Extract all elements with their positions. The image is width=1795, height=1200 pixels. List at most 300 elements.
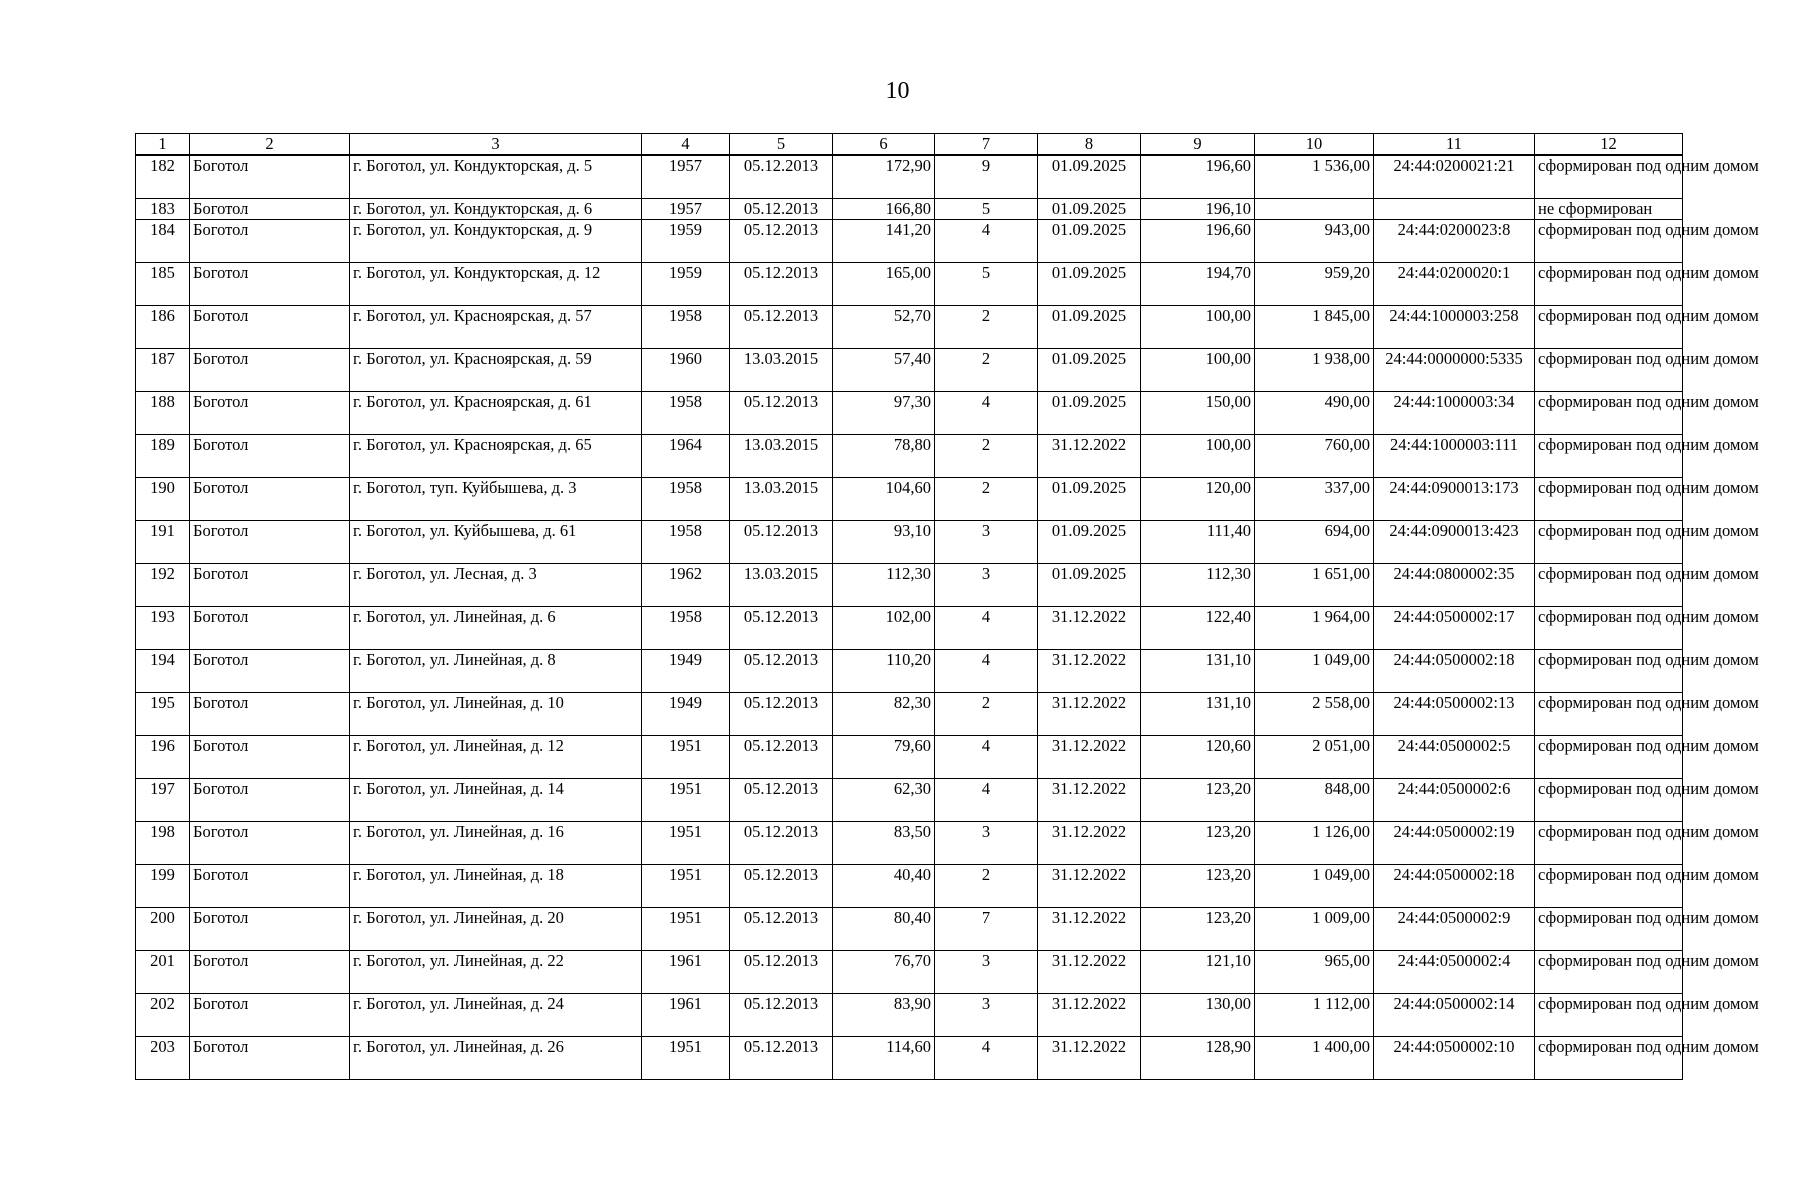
area-cell: 83,50	[833, 822, 935, 865]
land-status-cell: сформирован под одним домом	[1535, 392, 1683, 435]
year-built-cell: 1958	[642, 478, 730, 521]
land-area-cell: 1 938,00	[1255, 349, 1374, 392]
tariff-cell: 100,00	[1141, 349, 1255, 392]
cadastral-number-cell: 24:44:0800002:35	[1374, 564, 1535, 607]
land-area-cell	[1255, 199, 1374, 220]
year-built-cell: 1949	[642, 693, 730, 736]
inclusion-date-cell: 05.12.2013	[730, 994, 833, 1037]
inclusion-date-cell: 05.12.2013	[730, 155, 833, 199]
row-number: 192	[136, 564, 190, 607]
cadastral-number-cell: 24:44:0500002:6	[1374, 779, 1535, 822]
inclusion-date-cell: 05.12.2013	[730, 693, 833, 736]
address-cell: г. Боготол, туп. Куйбышева, д. 3	[350, 478, 642, 521]
deadline-cell: 01.09.2025	[1038, 199, 1141, 220]
area-cell: 40,40	[833, 865, 935, 908]
table-row	[136, 478, 1683, 521]
table-row	[136, 199, 1683, 220]
city-cell: Боготол	[190, 951, 350, 994]
land-area-cell: 959,20	[1255, 263, 1374, 306]
cadastral-number-cell	[1374, 199, 1535, 220]
land-status-cell: сформирован под одним домом	[1535, 607, 1683, 650]
tariff-cell: 100,00	[1141, 306, 1255, 349]
cadastral-number-cell: 24:44:0900013:423	[1374, 521, 1535, 564]
row-number: 202	[136, 994, 190, 1037]
column-header: 7	[935, 134, 1038, 156]
address-cell: г. Боготол, ул. Куйбышева, д. 61	[350, 521, 642, 564]
land-status-cell: сформирован под одним домом	[1535, 994, 1683, 1037]
area-cell: 141,20	[833, 220, 935, 263]
land-status-cell: сформирован под одним домом	[1535, 650, 1683, 693]
address-cell: г. Боготол, ул. Линейная, д. 14	[350, 779, 642, 822]
year-built-cell: 1951	[642, 865, 730, 908]
area-cell: 52,70	[833, 306, 935, 349]
address-cell: г. Боготол, ул. Красноярская, д. 59	[350, 349, 642, 392]
land-area-cell: 337,00	[1255, 478, 1374, 521]
table-row	[136, 392, 1683, 435]
land-status-cell: сформирован под одним домом	[1535, 822, 1683, 865]
table-row	[136, 951, 1683, 994]
area-cell: 76,70	[833, 951, 935, 994]
address-cell: г. Боготол, ул. Линейная, д. 24	[350, 994, 642, 1037]
address-cell: г. Боготол, ул. Линейная, д. 12	[350, 736, 642, 779]
residents-count-cell: 2	[935, 435, 1038, 478]
address-cell: г. Боготол, ул. Кондукторская, д. 6	[350, 199, 642, 220]
cadastral-number-cell: 24:44:0500002:14	[1374, 994, 1535, 1037]
land-area-cell: 2 051,00	[1255, 736, 1374, 779]
row-number: 183	[136, 199, 190, 220]
land-area-cell: 694,00	[1255, 521, 1374, 564]
deadline-cell: 01.09.2025	[1038, 478, 1141, 521]
city-cell: Боготол	[190, 435, 350, 478]
land-status-cell: сформирован под одним домом	[1535, 693, 1683, 736]
tariff-cell: 112,30	[1141, 564, 1255, 607]
tariff-cell: 100,00	[1141, 435, 1255, 478]
cadastral-number-cell: 24:44:0200023:8	[1374, 220, 1535, 263]
address-cell: г. Боготол, ул. Красноярская, д. 57	[350, 306, 642, 349]
row-number: 193	[136, 607, 190, 650]
cadastral-number-cell: 24:44:0000000:5335	[1374, 349, 1535, 392]
area-cell: 104,60	[833, 478, 935, 521]
city-cell: Боготол	[190, 693, 350, 736]
land-status-cell: сформирован под одним домом	[1535, 220, 1683, 263]
residents-count-cell: 4	[935, 779, 1038, 822]
inclusion-date-cell: 05.12.2013	[730, 865, 833, 908]
cadastral-number-cell: 24:44:1000003:34	[1374, 392, 1535, 435]
city-cell: Боготол	[190, 478, 350, 521]
row-number: 187	[136, 349, 190, 392]
land-status-cell: сформирован под одним домом	[1535, 564, 1683, 607]
tariff-cell: 196,60	[1141, 220, 1255, 263]
residents-count-cell: 2	[935, 478, 1038, 521]
year-built-cell: 1951	[642, 736, 730, 779]
land-status-cell: сформирован под одним домом	[1535, 263, 1683, 306]
table-row	[136, 435, 1683, 478]
deadline-cell: 01.09.2025	[1038, 263, 1141, 306]
tariff-cell: 150,00	[1141, 392, 1255, 435]
inclusion-date-cell: 13.03.2015	[730, 564, 833, 607]
year-built-cell: 1958	[642, 607, 730, 650]
city-cell: Боготол	[190, 521, 350, 564]
land-status-cell: сформирован под одним домом	[1535, 521, 1683, 564]
year-built-cell: 1951	[642, 908, 730, 951]
land-status-cell: сформирован под одним домом	[1535, 908, 1683, 951]
deadline-cell: 31.12.2022	[1038, 435, 1141, 478]
inclusion-date-cell: 05.12.2013	[730, 822, 833, 865]
table-row	[136, 693, 1683, 736]
tariff-cell: 123,20	[1141, 822, 1255, 865]
land-status-cell: не сформирован	[1535, 199, 1683, 220]
inclusion-date-cell: 13.03.2015	[730, 435, 833, 478]
cadastral-number-cell: 24:44:0200021:21	[1374, 155, 1535, 199]
area-cell: 110,20	[833, 650, 935, 693]
residents-count-cell: 5	[935, 263, 1038, 306]
land-area-cell: 1 651,00	[1255, 564, 1374, 607]
column-header: 10	[1255, 134, 1374, 156]
city-cell: Боготол	[190, 908, 350, 951]
area-cell: 82,30	[833, 693, 935, 736]
address-cell: г. Боготол, ул. Линейная, д. 18	[350, 865, 642, 908]
tariff-cell: 196,60	[1141, 155, 1255, 199]
deadline-cell: 31.12.2022	[1038, 822, 1141, 865]
year-built-cell: 1957	[642, 199, 730, 220]
table-row	[136, 607, 1683, 650]
page-number: 10	[885, 78, 910, 104]
residents-count-cell: 2	[935, 349, 1038, 392]
table-row	[136, 220, 1683, 263]
city-cell: Боготол	[190, 564, 350, 607]
row-number: 194	[136, 650, 190, 693]
row-number: 186	[136, 306, 190, 349]
inclusion-date-cell: 05.12.2013	[730, 306, 833, 349]
city-cell: Боготол	[190, 306, 350, 349]
land-area-cell: 2 558,00	[1255, 693, 1374, 736]
area-cell: 79,60	[833, 736, 935, 779]
year-built-cell: 1951	[642, 779, 730, 822]
address-cell: г. Боготол, ул. Кондукторская, д. 5	[350, 155, 642, 199]
deadline-cell: 31.12.2022	[1038, 607, 1141, 650]
address-cell: г. Боготол, ул. Линейная, д. 8	[350, 650, 642, 693]
row-number: 203	[136, 1037, 190, 1080]
table-row	[136, 1037, 1683, 1080]
city-cell: Боготол	[190, 349, 350, 392]
address-cell: г. Боготол, ул. Линейная, д. 16	[350, 822, 642, 865]
address-cell: г. Боготол, ул. Кондукторская, д. 9	[350, 220, 642, 263]
cadastral-number-cell: 24:44:0900013:173	[1374, 478, 1535, 521]
deadline-cell: 31.12.2022	[1038, 693, 1141, 736]
land-status-cell: сформирован под одним домом	[1535, 306, 1683, 349]
city-cell: Боготол	[190, 607, 350, 650]
column-header: 3	[350, 134, 642, 156]
land-status-cell: сформирован под одним домом	[1535, 779, 1683, 822]
land-area-cell: 1 845,00	[1255, 306, 1374, 349]
city-cell: Боготол	[190, 650, 350, 693]
land-status-cell: сформирован под одним домом	[1535, 951, 1683, 994]
land-area-cell: 1 112,00	[1255, 994, 1374, 1037]
table-row	[136, 650, 1683, 693]
row-number: 199	[136, 865, 190, 908]
area-cell: 165,00	[833, 263, 935, 306]
residents-count-cell: 3	[935, 994, 1038, 1037]
year-built-cell: 1962	[642, 564, 730, 607]
year-built-cell: 1958	[642, 392, 730, 435]
inclusion-date-cell: 05.12.2013	[730, 908, 833, 951]
deadline-cell: 01.09.2025	[1038, 220, 1141, 263]
year-built-cell: 1958	[642, 521, 730, 564]
land-status-cell: сформирован под одним домом	[1535, 155, 1683, 199]
land-area-cell: 1 400,00	[1255, 1037, 1374, 1080]
city-cell: Боготол	[190, 865, 350, 908]
deadline-cell: 01.09.2025	[1038, 349, 1141, 392]
tariff-cell: 111,40	[1141, 521, 1255, 564]
cadastral-number-cell: 24:44:0500002:5	[1374, 736, 1535, 779]
inclusion-date-cell: 05.12.2013	[730, 779, 833, 822]
column-header: 5	[730, 134, 833, 156]
residents-count-cell: 3	[935, 822, 1038, 865]
city-cell: Боготол	[190, 736, 350, 779]
column-header: 11	[1374, 134, 1535, 156]
table-row	[136, 306, 1683, 349]
tariff-cell: 120,00	[1141, 478, 1255, 521]
residents-count-cell: 3	[935, 564, 1038, 607]
header-row	[136, 134, 1683, 156]
residents-count-cell: 2	[935, 306, 1038, 349]
address-cell: г. Боготол, ул. Линейная, д. 10	[350, 693, 642, 736]
table-row	[136, 822, 1683, 865]
table-row	[136, 779, 1683, 822]
row-number: 190	[136, 478, 190, 521]
address-cell: г. Боготол, ул. Линейная, д. 20	[350, 908, 642, 951]
year-built-cell: 1951	[642, 822, 730, 865]
area-cell: 93,10	[833, 521, 935, 564]
column-header: 4	[642, 134, 730, 156]
table-row	[136, 263, 1683, 306]
table-row	[136, 994, 1683, 1037]
city-cell: Боготол	[190, 822, 350, 865]
tariff-cell: 131,10	[1141, 693, 1255, 736]
residents-count-cell: 5	[935, 199, 1038, 220]
row-number: 201	[136, 951, 190, 994]
inclusion-date-cell: 05.12.2013	[730, 607, 833, 650]
column-header: 8	[1038, 134, 1141, 156]
table-row	[136, 349, 1683, 392]
cadastral-number-cell: 24:44:0500002:13	[1374, 693, 1535, 736]
row-number: 182	[136, 155, 190, 199]
deadline-cell: 01.09.2025	[1038, 521, 1141, 564]
year-built-cell: 1961	[642, 994, 730, 1037]
deadline-cell: 31.12.2022	[1038, 650, 1141, 693]
cadastral-number-cell: 24:44:0500002:18	[1374, 865, 1535, 908]
deadline-cell: 31.12.2022	[1038, 865, 1141, 908]
inclusion-date-cell: 05.12.2013	[730, 521, 833, 564]
city-cell: Боготол	[190, 1037, 350, 1080]
residents-count-cell: 7	[935, 908, 1038, 951]
deadline-cell: 31.12.2022	[1038, 736, 1141, 779]
deadline-cell: 01.09.2025	[1038, 392, 1141, 435]
registry-table	[135, 133, 1759, 1080]
table-row	[136, 155, 1683, 199]
table-row	[136, 564, 1683, 607]
area-cell: 57,40	[833, 349, 935, 392]
tariff-cell: 196,10	[1141, 199, 1255, 220]
table-row	[136, 865, 1683, 908]
address-cell: г. Боготол, ул. Кондукторская, д. 12	[350, 263, 642, 306]
deadline-cell: 01.09.2025	[1038, 306, 1141, 349]
tariff-cell: 130,00	[1141, 994, 1255, 1037]
row-number: 197	[136, 779, 190, 822]
address-cell: г. Боготол, ул. Линейная, д. 22	[350, 951, 642, 994]
cadastral-number-cell: 24:44:0500002:18	[1374, 650, 1535, 693]
row-number: 185	[136, 263, 190, 306]
land-area-cell: 943,00	[1255, 220, 1374, 263]
residents-count-cell: 9	[935, 155, 1038, 199]
land-area-cell: 760,00	[1255, 435, 1374, 478]
year-built-cell: 1958	[642, 306, 730, 349]
land-area-cell: 1 009,00	[1255, 908, 1374, 951]
cadastral-number-cell: 24:44:1000003:258	[1374, 306, 1535, 349]
table-row	[136, 736, 1683, 779]
tariff-cell: 121,10	[1141, 951, 1255, 994]
tariff-cell: 123,20	[1141, 908, 1255, 951]
land-area-cell: 1 964,00	[1255, 607, 1374, 650]
year-built-cell: 1949	[642, 650, 730, 693]
tariff-cell: 131,10	[1141, 650, 1255, 693]
year-built-cell: 1961	[642, 951, 730, 994]
land-status-cell: сформирован под одним домом	[1535, 736, 1683, 779]
row-number: 196	[136, 736, 190, 779]
area-cell: 97,30	[833, 392, 935, 435]
column-header: 6	[833, 134, 935, 156]
inclusion-date-cell: 13.03.2015	[730, 478, 833, 521]
cadastral-number-cell: 24:44:1000003:111	[1374, 435, 1535, 478]
column-header: 1	[136, 134, 190, 156]
residents-count-cell: 3	[935, 951, 1038, 994]
inclusion-date-cell: 05.12.2013	[730, 951, 833, 994]
address-cell: г. Боготол, ул. Линейная, д. 6	[350, 607, 642, 650]
area-cell: 102,00	[833, 607, 935, 650]
city-cell: Боготол	[190, 155, 350, 199]
area-cell: 83,90	[833, 994, 935, 1037]
land-area-cell: 1 049,00	[1255, 650, 1374, 693]
residents-count-cell: 2	[935, 865, 1038, 908]
row-number: 198	[136, 822, 190, 865]
address-cell: г. Боготол, ул. Красноярская, д. 61	[350, 392, 642, 435]
row-number: 189	[136, 435, 190, 478]
city-cell: Боготол	[190, 220, 350, 263]
area-cell: 114,60	[833, 1037, 935, 1080]
residents-count-cell: 4	[935, 607, 1038, 650]
address-cell: г. Боготол, ул. Лесная, д. 3	[350, 564, 642, 607]
address-cell: г. Боготол, ул. Красноярская, д. 65	[350, 435, 642, 478]
area-cell: 78,80	[833, 435, 935, 478]
residents-count-cell: 4	[935, 220, 1038, 263]
address-cell: г. Боготол, ул. Линейная, д. 26	[350, 1037, 642, 1080]
year-built-cell: 1957	[642, 155, 730, 199]
area-cell: 166,80	[833, 199, 935, 220]
land-area-cell: 848,00	[1255, 779, 1374, 822]
tariff-cell: 128,90	[1141, 1037, 1255, 1080]
row-number: 191	[136, 521, 190, 564]
city-cell: Боготол	[190, 994, 350, 1037]
tariff-cell: 123,20	[1141, 779, 1255, 822]
cadastral-number-cell: 24:44:0500002:19	[1374, 822, 1535, 865]
year-built-cell: 1951	[642, 1037, 730, 1080]
row-number: 195	[136, 693, 190, 736]
city-cell: Боготол	[190, 263, 350, 306]
land-status-cell: сформирован под одним домом	[1535, 478, 1683, 521]
deadline-cell: 31.12.2022	[1038, 908, 1141, 951]
area-cell: 112,30	[833, 564, 935, 607]
cadastral-number-cell: 24:44:0500002:17	[1374, 607, 1535, 650]
column-header: 9	[1141, 134, 1255, 156]
residents-count-cell: 3	[935, 521, 1038, 564]
row-number: 200	[136, 908, 190, 951]
land-status-cell: сформирован под одним домом	[1535, 1037, 1683, 1080]
city-cell: Боготол	[190, 199, 350, 220]
year-built-cell: 1959	[642, 263, 730, 306]
inclusion-date-cell: 05.12.2013	[730, 263, 833, 306]
inclusion-date-cell: 13.03.2015	[730, 349, 833, 392]
area-cell: 62,30	[833, 779, 935, 822]
inclusion-date-cell: 05.12.2013	[730, 1037, 833, 1080]
land-status-cell: сформирован под одним домом	[1535, 435, 1683, 478]
inclusion-date-cell: 05.12.2013	[730, 392, 833, 435]
residents-count-cell: 4	[935, 736, 1038, 779]
deadline-cell: 31.12.2022	[1038, 1037, 1141, 1080]
land-status-cell: сформирован под одним домом	[1535, 865, 1683, 908]
land-area-cell: 490,00	[1255, 392, 1374, 435]
tariff-cell: 120,60	[1141, 736, 1255, 779]
deadline-cell: 01.09.2025	[1038, 155, 1141, 199]
row-number: 184	[136, 220, 190, 263]
inclusion-date-cell: 05.12.2013	[730, 736, 833, 779]
land-area-cell: 1 049,00	[1255, 865, 1374, 908]
land-area-cell: 1 536,00	[1255, 155, 1374, 199]
cadastral-number-cell: 24:44:0200020:1	[1374, 263, 1535, 306]
table-row	[136, 908, 1683, 951]
year-built-cell: 1964	[642, 435, 730, 478]
residents-count-cell: 4	[935, 392, 1038, 435]
land-area-cell: 1 126,00	[1255, 822, 1374, 865]
inclusion-date-cell: 05.12.2013	[730, 650, 833, 693]
area-cell: 172,90	[833, 155, 935, 199]
deadline-cell: 31.12.2022	[1038, 994, 1141, 1037]
tariff-cell: 194,70	[1141, 263, 1255, 306]
residents-count-cell: 2	[935, 693, 1038, 736]
residents-count-cell: 4	[935, 1037, 1038, 1080]
land-area-cell: 965,00	[1255, 951, 1374, 994]
cadastral-number-cell: 24:44:0500002:4	[1374, 951, 1535, 994]
year-built-cell: 1960	[642, 349, 730, 392]
cadastral-number-cell: 24:44:0500002:9	[1374, 908, 1535, 951]
tariff-cell: 123,20	[1141, 865, 1255, 908]
column-header: 2	[190, 134, 350, 156]
residents-count-cell: 4	[935, 650, 1038, 693]
city-cell: Боготол	[190, 779, 350, 822]
inclusion-date-cell: 05.12.2013	[730, 199, 833, 220]
area-cell: 80,40	[833, 908, 935, 951]
land-status-cell: сформирован под одним домом	[1535, 349, 1683, 392]
city-cell: Боготол	[190, 392, 350, 435]
tariff-cell: 122,40	[1141, 607, 1255, 650]
table-row	[136, 521, 1683, 564]
deadline-cell: 01.09.2025	[1038, 564, 1141, 607]
deadline-cell: 31.12.2022	[1038, 951, 1141, 994]
row-number: 188	[136, 392, 190, 435]
cadastral-number-cell: 24:44:0500002:10	[1374, 1037, 1535, 1080]
deadline-cell: 31.12.2022	[1038, 779, 1141, 822]
column-header: 12	[1535, 134, 1683, 156]
inclusion-date-cell: 05.12.2013	[730, 220, 833, 263]
